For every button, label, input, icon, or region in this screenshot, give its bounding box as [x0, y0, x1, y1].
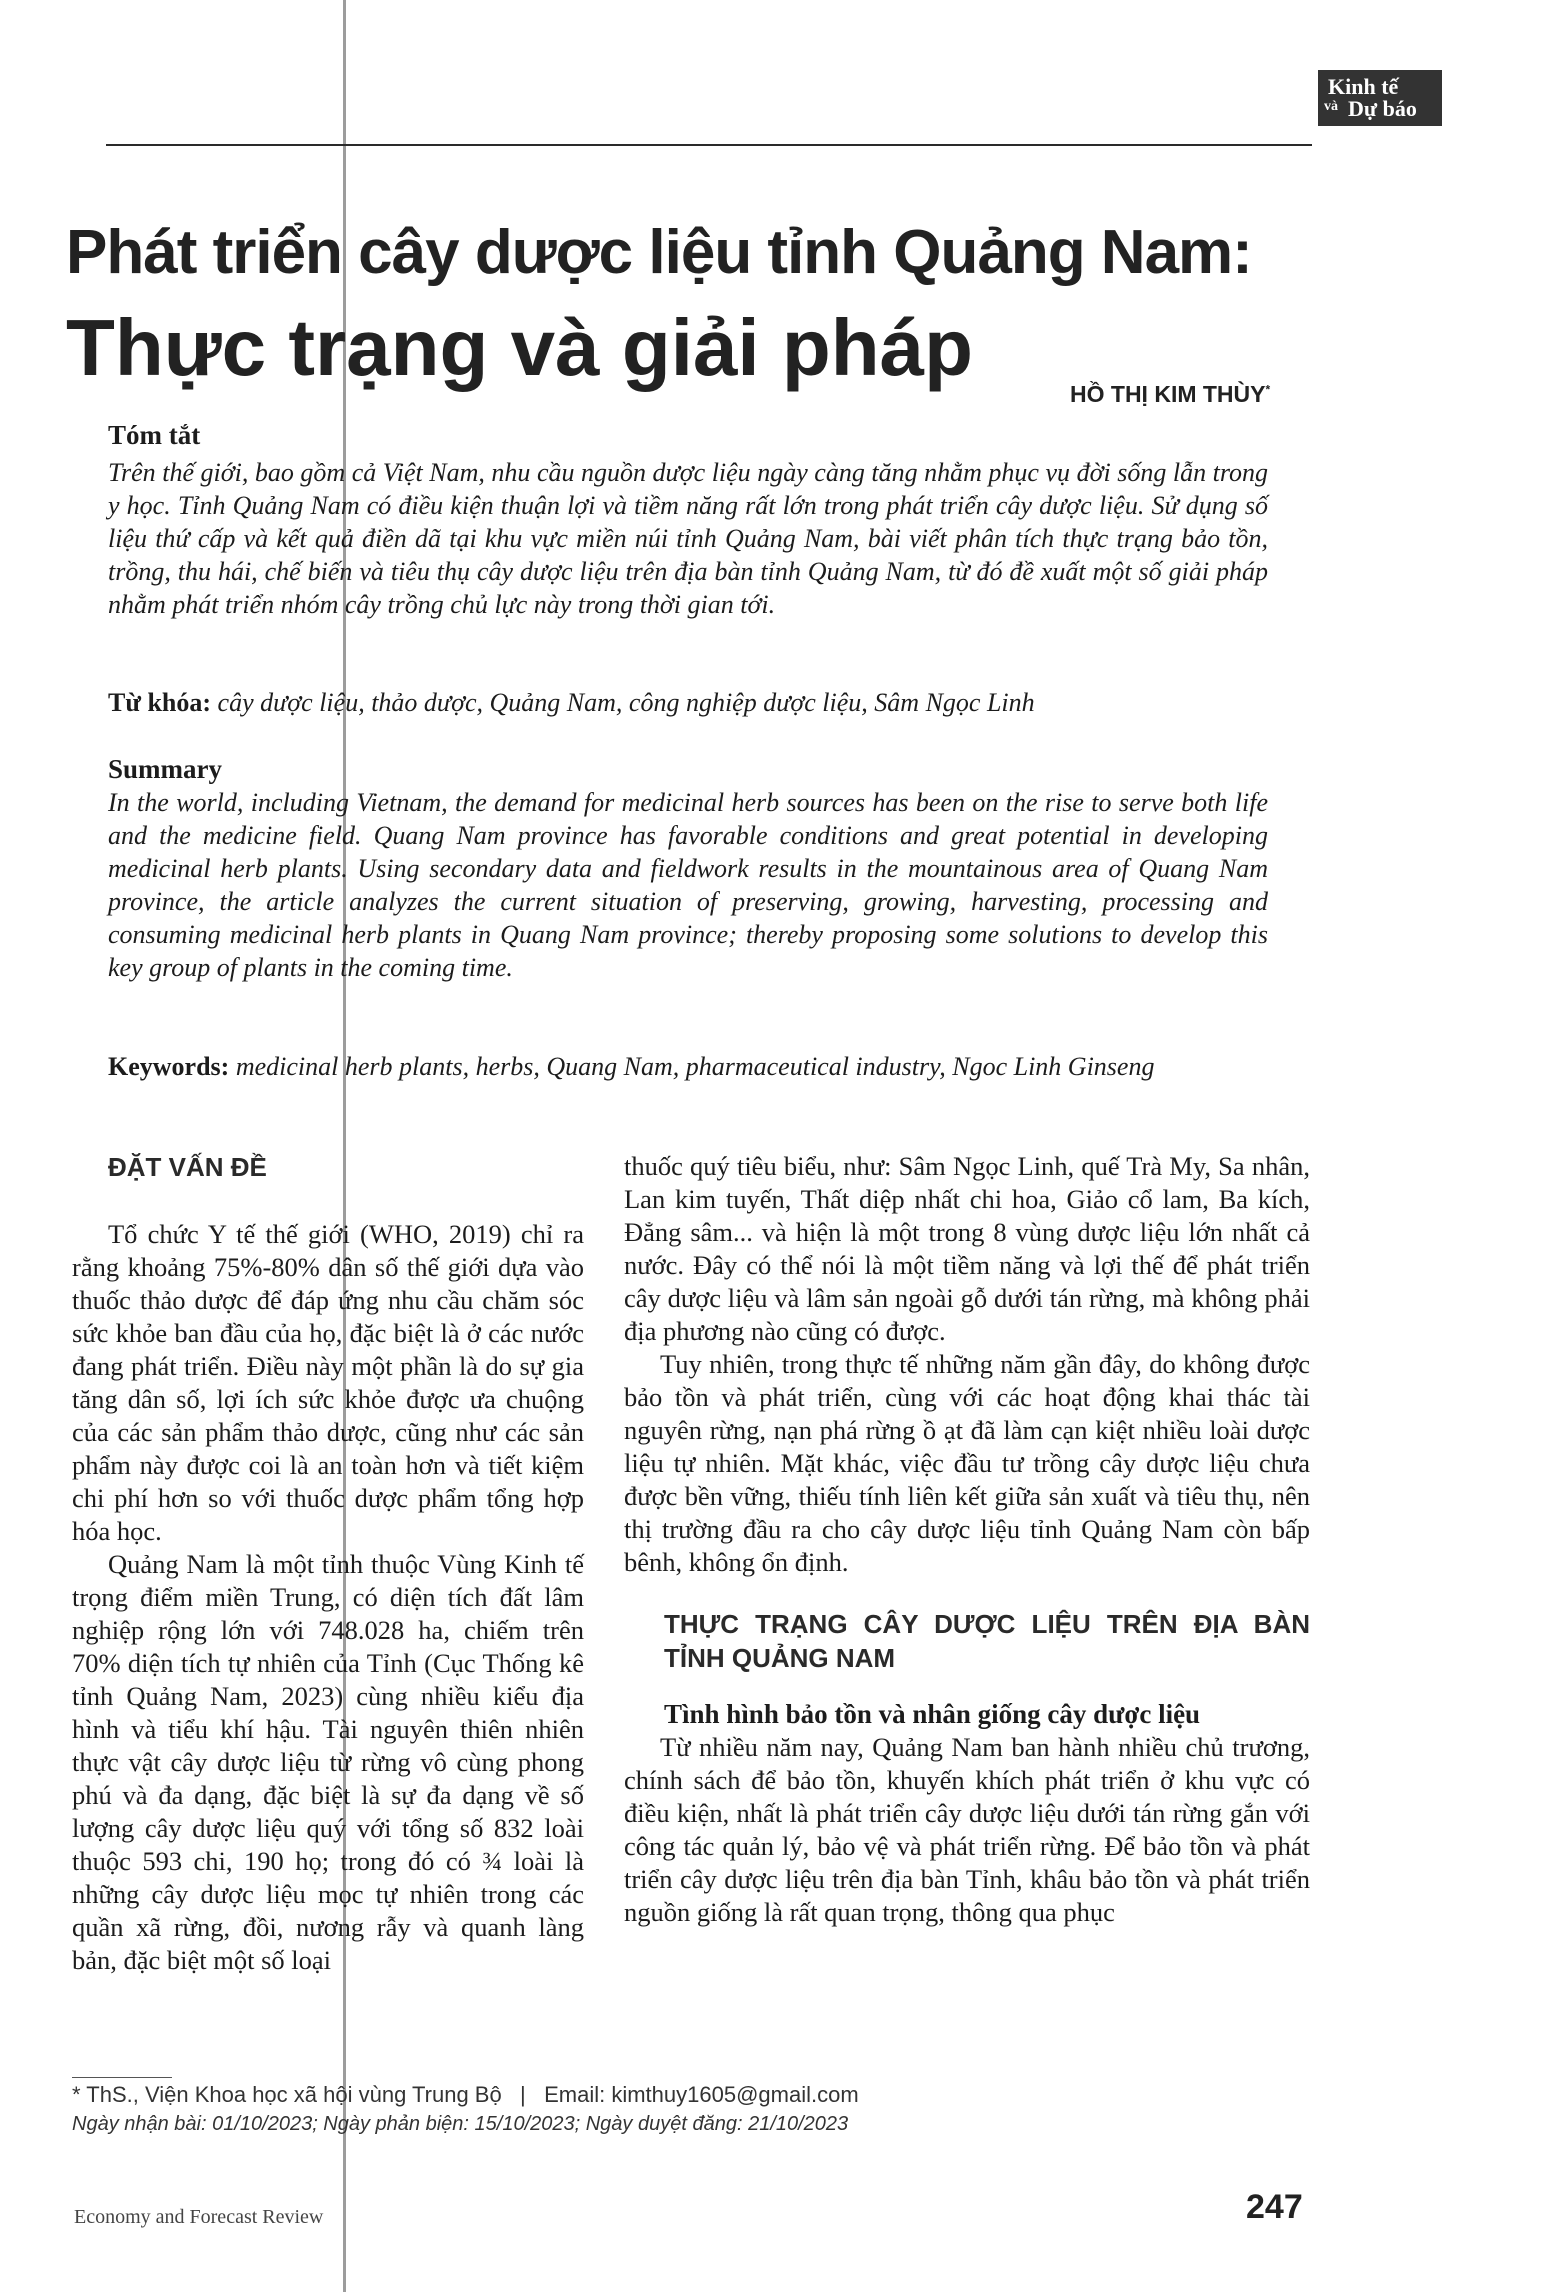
- footnote-dates: Ngày nhận bài: 01/10/2023; Ngày phản biện: 15/10/2023; Ngày duyệt đăng: 21/10/2023: [72, 2113, 849, 2135]
- title-line-2: Thực trạng và giải pháp: [66, 303, 973, 392]
- logo-line-1: Kinh tế: [1328, 74, 1399, 99]
- paragraph: Tổ chức Y tế thế giới (WHO, 2019) chỉ ra rằng khoảng 75%-80% dân số thế giới dựa vào thuốc thảo dược để đáp ứng nhu cầu chăm sóc sức khỏe ban đầu của họ, đặc biệt là ở các nước đang phát triển. Điều này một phần là do sự gia tăng dân số, lợi ích sức khỏe được ưa chuộng của các sản phẩm thảo dược, cũng như các sản phẩm này được coi là an toàn hơn và tiết kiệm chi phí hơn so với thuốc dược phẩm tổng hợp hóa học.: [72, 1219, 584, 1546]
- paragraph: Tuy nhiên, trong thực tế những năm gần đây, do không được bảo tồn và phát triển, cùng với các hoạt động khai thác tài nguyên rừng, nạn phá rừng ồ ạt đã làm cạn kiệt nhiều loài dược liệu tự nhiên. Mặt khác, việc đầu tư trồng cây dược liệu chưa được bền vững, thiếu tính liên kết giữa sản xuất và tiêu thụ, nên thị trường đầu ra cho cây dược liệu tỉnh Quảng Nam còn bấp bênh, không ổn định.: [624, 1349, 1310, 1577]
- keywords-vi: [108, 686, 1268, 719]
- title-line-1: Phát triển cây dược liệu tỉnh Quảng Nam:: [66, 218, 1252, 287]
- abstract-en-heading: Summary: [108, 754, 222, 784]
- author-footnote-mark: *: [1265, 382, 1271, 397]
- paragraph: Quảng Nam là một tỉnh thuộc Vùng Kinh tế trọng điểm miền Trung, có diện tích đất lâm nghiệp rộng lớn với 748.028 ha, chiếm trên 70% diện tích tự nhiên của Tỉnh (Cục Thống kê tỉnh Quảng Nam, 2023) cùng nhiều kiểu địa hình và tiểu khí hậu. Tài nguyên thiên nhiên thực vật cây dược liệu từ rừng vô cùng phong phú và đa dạng, đặc biệt là sự đa dạng về số lượng cây dược liệu quý với tổng số 832 loài thuộc 593 chi, 190 họ; trong đó có ¾ loài là những cây dược liệu mọc tự nhiên trong các quần xã rừng, đồi, nương rẫy và quanh làng bản, đặc biệt một số loại: [72, 1549, 584, 1975]
- keywords-vi-label: Từ khóa:: [108, 688, 212, 717]
- footnote-email: Email: kimthuy1605@gmail.com: [544, 2082, 859, 2107]
- footnote-separator: |: [520, 2082, 526, 2107]
- journal-logo: [1318, 70, 1442, 126]
- abstract-vi-text: Trên thế giới, bao gồm cả Việt Nam, nhu cầu nguồn dược liệu ngày càng tăng nhằm phục vụ đời sống lẫn trong y học. Tỉnh Quảng Nam có điều kiện thuận lợi và tiềm năng rất lớn trong phát triển cây dược liệu. Sử dụng số liệu thứ cấp và kết quả điền dã tại khu vực miền núi tỉnh Quảng Nam, bài viết phân tích thực trạng bảo tồn, trồng, thu hái, chế biến và tiêu thụ cây dược liệu trên địa bàn tỉnh Quảng Nam, từ đó đề xuất một số giải pháp nhằm phát triển nhóm cây trồng chủ lực này trong thời gian tới.: [108, 458, 1268, 619]
- footnote-affiliation: [72, 2082, 859, 2108]
- page-number: 247: [1246, 2188, 1303, 2226]
- footnote-affiliation-text: * ThS., Viện Khoa học xã hội vùng Trung Bộ: [72, 2082, 502, 2107]
- keywords-en-label: Keywords:: [108, 1052, 230, 1081]
- keywords-en: [108, 1050, 1268, 1083]
- body-column-left: [72, 1150, 584, 1977]
- logo-line-2: và: [1324, 99, 1338, 114]
- footer-journal-name: Economy and Forecast Review: [74, 2206, 324, 2228]
- logo-line-3: Dự báo: [1348, 96, 1417, 121]
- section-2-heading: THỰC TRẠNG CÂY DƯỢC LIỆU TRÊN ĐỊA BÀN TỈNH QUẢNG NAM: [664, 1609, 1310, 1673]
- paragraph: thuốc quý tiêu biểu, như: Sâm Ngọc Linh, quế Trà My, Sa nhân, Lan kim tuyến, Thất diệp nhất chi hoa, Giảo cổ lam, Ba kích, Đẳng sâm... và hiện là một trong 8 vùng dược liệu lớn nhất cả nước. Đây có thể nói là một tiềm năng và lợi thế để phát triển cây dược liệu và lâm sản ngoài gỗ dưới tán rừng, mà không phải địa phương nào cũng có được.: [624, 1151, 1310, 1346]
- keywords-en-text: medicinal herb plants, herbs, Quang Nam, pharmaceutical industry, Ngoc Linh Ginseng: [235, 1052, 1155, 1081]
- section-1-heading: ĐẶT VẤN ĐỀ: [108, 1152, 267, 1182]
- author-name: [1070, 381, 1270, 408]
- keywords-vi-text: cây dược liệu, thảo dược, Quảng Nam, công nghiệp dược liệu, Sâm Ngọc Linh: [217, 688, 1035, 717]
- header-rule: [106, 144, 1312, 146]
- abstract-vi-heading: Tóm tắt: [108, 420, 201, 450]
- paragraph: Từ nhiều năm nay, Quảng Nam ban hành nhiều chủ trương, chính sách để bảo tồn, khuyến khích phát triển ở khu vực có điều kiện, nhất là phát triển cây dược liệu dưới tán rừng gắn với công tác quản lý, bảo vệ và phát triển rừng. Để bảo tồn và phát triển cây dược liệu trên địa bàn Tỉnh, khâu bảo tồn và phát triển nguồn giống là rất quan trọng, thông qua phục: [624, 1732, 1310, 1927]
- subsection-heading: Tình hình bảo tồn và nhân giống cây dược liệu: [664, 1699, 1201, 1729]
- abstract-en-text: In the world, including Vietnam, the demand for medicinal herb sources has been on the rise to serve both life and the medicine field. Quang Nam province has favorable conditions and great potential in developing medicinal herb plants. Using secondary data and fieldwork results in the mountainous area of Quang Nam province, the article analyzes the current situation of preserving, growing, harvesting, processing and consuming medicinal herb plants in Quang Nam province; thereby proposing some solutions to develop this key group of plants in the coming time.: [108, 788, 1268, 982]
- body-column-right: [624, 1150, 1310, 1929]
- author-text: HỒ THỊ KIM THÙY: [1070, 381, 1266, 407]
- article-title: [66, 205, 1326, 395]
- footnote-rule: [72, 2077, 172, 2078]
